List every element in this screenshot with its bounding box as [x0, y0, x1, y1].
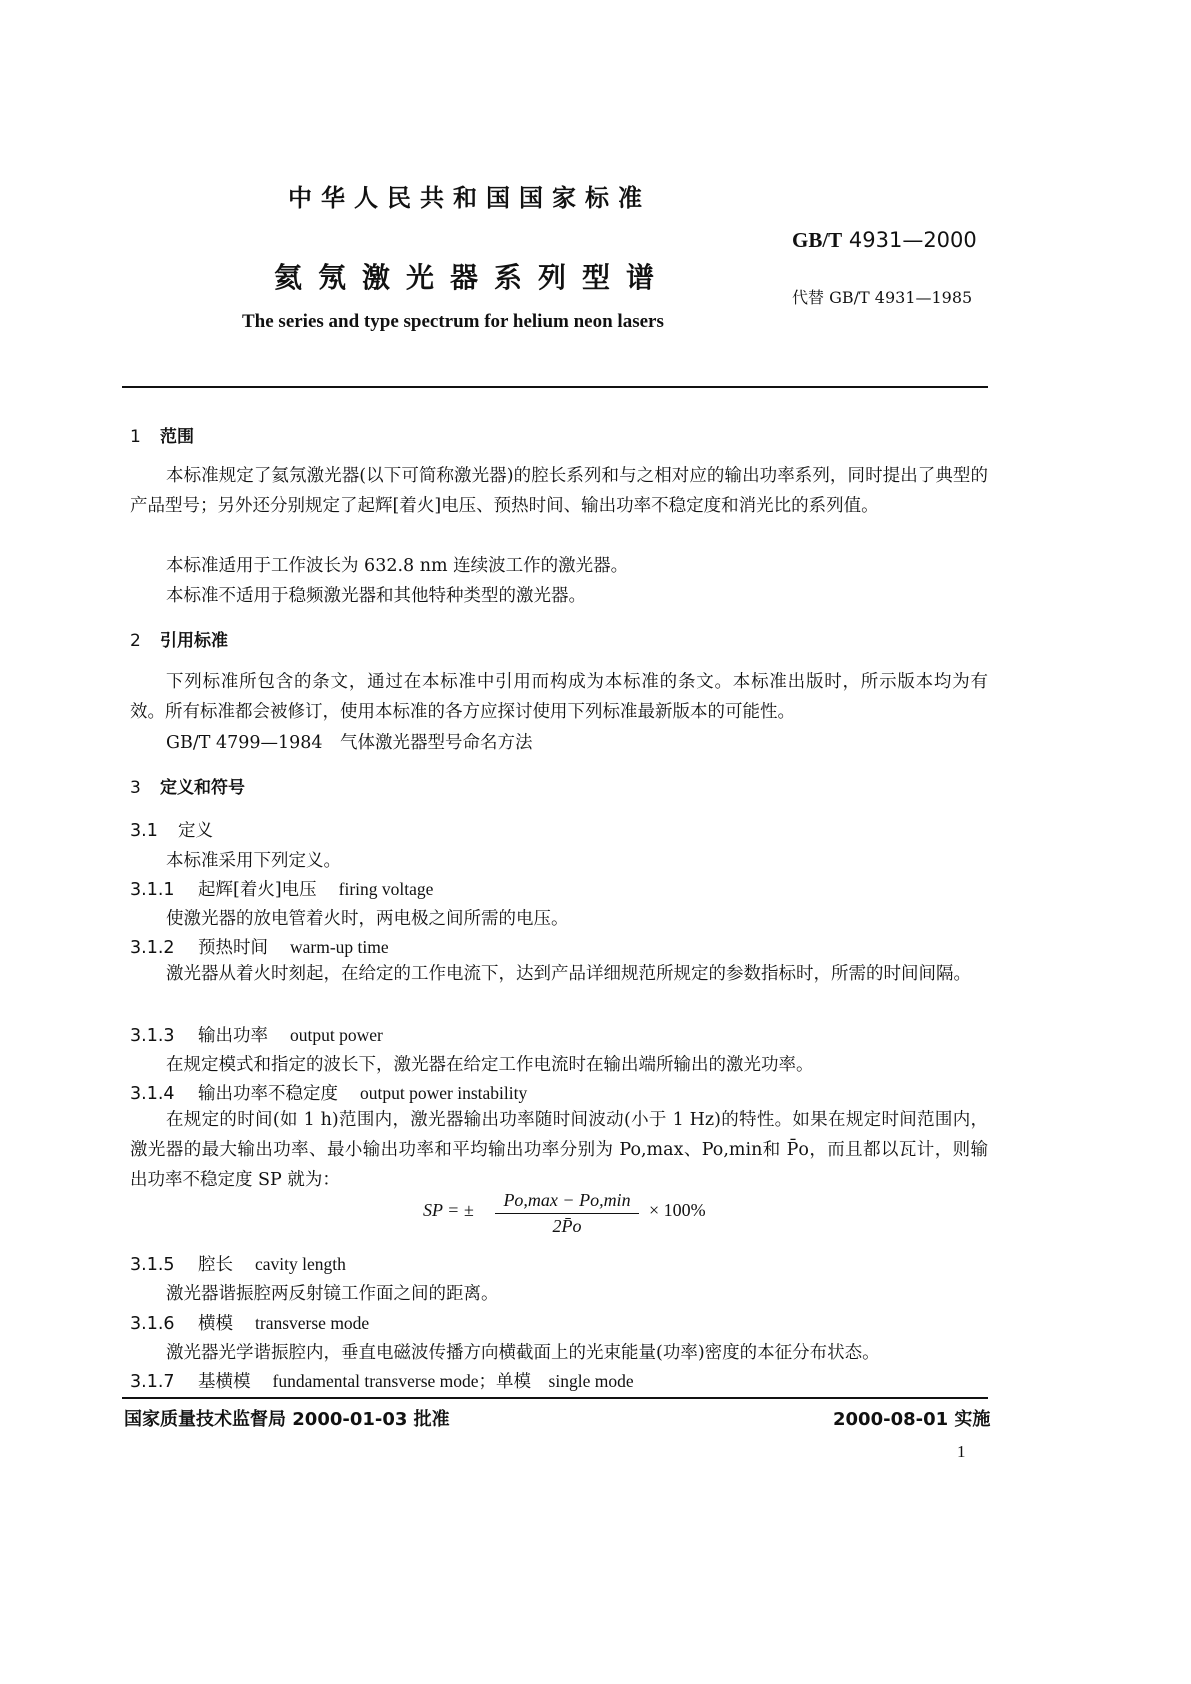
instability-formula: [423, 1190, 706, 1250]
section-2-heading: [130, 626, 228, 651]
section-2-title: 引用标准: [160, 631, 228, 651]
term-number: 3.1.6: [130, 1314, 175, 1334]
term-en: warm-up time: [290, 937, 389, 957]
section-2-paragraph: 下列标准所包含的条文，通过在本标准中引用而构成为本标准的条文。本标准出版时，所示版本均为有效。所有标准都会被修订，使用本标准的各方应探讨使用下列标准最新版本的可能性。: [130, 672, 988, 722]
section-1-applicability: 本标准适用于工作波长为 632.8 nm 连续波工作的激光器。: [166, 556, 629, 576]
term-3-1-4-definition: 在规定的时间(如 1 h)范围内，激光器输出功率随时间波动(小于 1 Hz)的特性。如果在规定时间范围内，激光器的最大输出功率、最小输出功率和平均输出功率分别为 Po,max、Po,min和 P̄o，而且都以瓦计，则输出功率不稳定度 SP 就为：: [130, 1110, 988, 1190]
section-3-title: 定义和符号: [160, 778, 245, 798]
section-1-paragraph: 本标准规定了氦氖激光器(以下可简称激光器)的腔长系列和与之相对应的输出功率系列，同时提出了典型的产品型号；另外还分别规定了起辉[着火]电压、预热时间、输出功率不稳定度和消光比的系列值。: [130, 466, 988, 516]
formula-lhs: SP = ±: [423, 1200, 474, 1220]
subsection-number: 3.1: [130, 821, 158, 841]
term-3-1-6-definition: 激光器光学谐振腔内，垂直电磁波传播方向横截面上的光束能量(功率)密度的本征分布状态。: [166, 1343, 880, 1363]
standard-number: [792, 228, 977, 253]
term-3-1-5: [130, 1251, 346, 1276]
standard-number-value: 4931—2000: [848, 228, 977, 252]
term-number: 3.1.7: [130, 1372, 175, 1392]
section-1-number: 1: [130, 427, 141, 447]
section-3-number: 3: [130, 778, 141, 798]
term-cn: 基横模: [198, 1372, 251, 1392]
section-3-heading: [130, 773, 245, 798]
term-number: 3.1.2: [130, 938, 175, 958]
term-cn: 输出功率: [198, 1026, 268, 1046]
section-1-exclusion: 本标准不适用于稳频激光器和其他特种类型的激光器。: [166, 586, 586, 606]
section-1-heading: [130, 422, 194, 447]
formula-numerator: Po,max − Po,min: [495, 1190, 639, 1214]
term-3-1-5-definition: 激光器谐振腔两反射镜工作面之间的距离。: [166, 1284, 499, 1304]
footer-divider: [122, 1397, 988, 1399]
term-en: transverse mode: [255, 1313, 370, 1333]
term-en: cavity length: [255, 1254, 346, 1274]
term-cn: 腔长: [198, 1255, 233, 1275]
term-3-1-2-definition: 激光器从着火时刻起，在给定的工作电流下，达到产品详细规范所规定的参数指标时，所需的时间间隔。: [166, 964, 971, 984]
subsection-3-1-text: 本标准采用下列定义。: [166, 851, 341, 871]
term-en: fundamental transverse mode；单模 single mode: [272, 1371, 634, 1391]
document-title: 氦氖激光器系列型谱: [274, 261, 671, 294]
standard-prefix: GB/T: [792, 228, 843, 252]
term-3-1-6: [130, 1310, 369, 1335]
term-3-1-7: [130, 1368, 634, 1393]
replaces-standard: 代替 GB/T 4931—1985: [792, 288, 973, 307]
term-number: 3.1.3: [130, 1026, 175, 1046]
formula-rhs: × 100%: [649, 1200, 706, 1220]
formula-fraction: [495, 1190, 639, 1237]
term-3-1-3-definition: 在规定模式和指定的波长下，激光器在给定工作电流时在输出端所输出的激光功率。: [166, 1055, 814, 1075]
term-en: firing voltage: [338, 879, 434, 899]
term-cn: 输出功率不稳定度: [198, 1084, 338, 1104]
term-3-1-2: [130, 934, 389, 959]
term-cn: 横模: [198, 1314, 233, 1334]
approval-notice: 国家质量技术监督局 2000-01-03 批准: [124, 1409, 450, 1430]
national-standard-title: 中华人民共和国国家标准: [288, 184, 651, 212]
term-3-1-1-definition: 使激光器的放电管着火时，两电极之间所需的电压。: [166, 909, 569, 929]
header-divider: [122, 386, 988, 388]
section-1-title: 范围: [160, 427, 194, 447]
effective-date: 2000-08-01 实施: [833, 1409, 991, 1430]
normative-reference: GB/T 4799—1984 气体激光器型号命名方法: [166, 733, 533, 753]
term-cn: 预热时间: [198, 938, 268, 958]
term-3-1-3: [130, 1022, 383, 1047]
term-3-1-4: [130, 1080, 527, 1105]
section-2-number: 2: [130, 631, 141, 651]
term-number: 3.1.1: [130, 880, 175, 900]
subsection-3-1: [130, 817, 213, 842]
document-title-english: The series and type spectrum for helium neon lasers: [242, 311, 664, 332]
term-cn: 起辉[着火]电压: [198, 880, 317, 900]
term-en: output power: [290, 1025, 383, 1045]
page-number: 1: [957, 1442, 966, 1461]
term-number: 3.1.5: [130, 1255, 175, 1275]
term-number: 3.1.4: [130, 1084, 175, 1104]
term-3-1-1: [130, 876, 433, 901]
term-en: output power instability: [360, 1083, 528, 1103]
formula-denominator: 2P̄o: [552, 1216, 582, 1236]
subsection-title: 定义: [178, 821, 213, 841]
